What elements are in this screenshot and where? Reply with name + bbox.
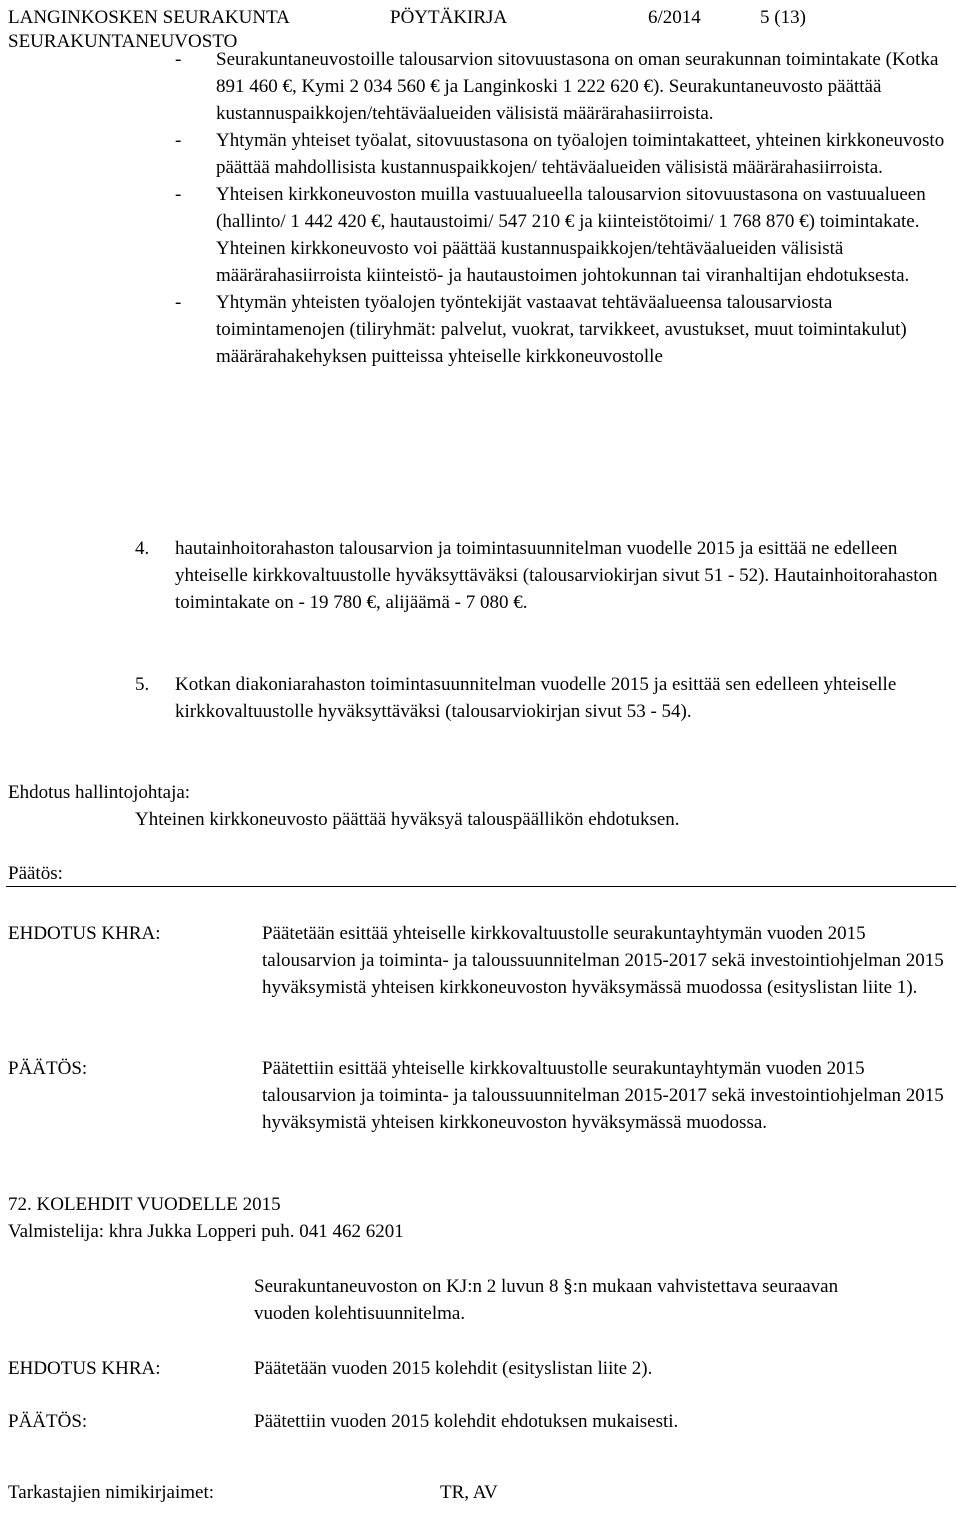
khra-proposal-label-2: EHDOTUS KHRA: — [8, 1358, 161, 1379]
meeting-number: 6/2014 — [648, 7, 701, 28]
khra-proposal-label: EHDOTUS KHRA: — [8, 923, 161, 944]
divider — [6, 886, 956, 887]
preparer-line: Valmistelija: khra Jukka Lopperi puh. 041 462 6201 — [8, 1221, 404, 1242]
proposal-label: Ehdotus hallintojohtaja: — [8, 782, 191, 803]
decision-text: Päätettiin esittää yhteiselle kirkkovaltuustolle seurakuntayhtymän vuoden 2015 talousarvion ja toiminta- ja taloussuunnitelman 2015-2017 sekä investointiohjelman 2015 hyväksymistä yhteisen kirkkoneuvoston hyväksymässä muodossa. — [262, 1058, 944, 1133]
bullet-text: Seurakuntaneuvostoille talousarvion sitovuustasona on oman seurakunnan toimintakate (Kotka 891 460 €, Kymi 2 034 560 € ja Langinkoski 1 222 620 €). Seurakuntaneuvosto päättää kustannuspaikkojen/tehtäväalueiden välisistä määrärahasiirroista. — [216, 49, 939, 124]
khra-proposal-text-2: Päätetään vuoden 2015 kolehdit (esityslistan liite 2). — [254, 1358, 653, 1379]
numbered-item-5 — [135, 671, 955, 725]
bullet-marker: - — [175, 130, 182, 151]
footer-label: Tarkastajien nimikirjaimet: — [8, 1482, 215, 1503]
list-item — [175, 46, 945, 127]
list-item — [175, 181, 945, 289]
item-number: 5. — [135, 674, 150, 695]
item-text: hautainhoitorahaston talousarvion ja toimintasuunnitelman vuodelle 2015 ja esittää ne edelleen yhteiselle kirkkovaltuustolle hyväksyttäväksi (talousarviokirjan sivut 51 - 52). Hautainhoitorahaston toimintakate on - 19 780 €, alijäämä - 7 080 €. — [175, 538, 938, 613]
proposal-text: Yhteinen kirkkoneuvosto päättää hyväksyä talouspäällikön ehdotuksen. — [135, 809, 680, 830]
list-item — [175, 127, 945, 181]
bullet-marker: - — [175, 49, 182, 70]
page-number: 5 (13) — [760, 7, 806, 28]
bullet-text: Yhteisen kirkkoneuvoston muilla vastuualueella talousarvion sitovuustasona on vastuualueen (hallinto/ 1 442 420 €, hautaustoimi/ 547 210 € ja kiinteistötoimi/ 1 768 870 €) toimintakate. Yhteinen kirkkoneuvosto voi päättää kustannuspaikkojen/tehtäväalueiden välisistä määrärahasiirroista kiinteistö- ja hautaustoimen johtokunnan tai viranhaltijan ehdotuksesta. — [216, 184, 926, 286]
decision-text-2: Päätettiin vuoden 2015 kolehdit ehdotuksen mukaisesti. — [254, 1411, 679, 1432]
section-title: 72. KOLEHDIT VUODELLE 2015 — [8, 1194, 281, 1215]
bullet-marker: - — [175, 184, 182, 205]
list-item — [175, 289, 945, 370]
decision-label: Päätös: — [8, 863, 63, 884]
item-number: 4. — [135, 538, 150, 559]
decision-label-3: PÄÄTÖS: — [8, 1411, 88, 1432]
item-text: Kotkan diakoniarahaston toimintasuunnitelman vuodelle 2015 ja esittää sen edelleen yhteiselle kirkkovaltuustolle hyväksyttäväksi (talousarviokirjan sivut 53 - 54). — [175, 674, 897, 722]
decision-label-2: PÄÄTÖS: — [8, 1058, 88, 1079]
doc-type: PÖYTÄKIRJA — [390, 7, 508, 28]
bullet-list — [175, 46, 945, 370]
bullet-marker: - — [175, 292, 182, 313]
numbered-item-4 — [135, 535, 955, 616]
section-intro: Seurakuntaneuvoston on KJ:n 2 luvun 8 §:n mukaan vahvistettava seuraavan vuoden kolehtisuunnitelma. — [254, 1276, 839, 1324]
bullet-text: Yhtymän yhteiset työalat, sitovuustasona on työalojen toimintakatteet, yhteinen kirkkoneuvosto päättää mahdollisista kustannuspaikkojen/ tehtäväalueiden välisistä määrärahasiirroista. — [216, 130, 945, 178]
footer-initials: TR, AV — [440, 1482, 498, 1503]
bullet-text: Yhtymän yhteisten työalojen työntekijät vastaavat tehtäväalueensa talousarviosta toimintamenojen (tiliryhmät: palvelut, vuokrat, tarvikkeet, avustukset, muut toimintakulut) määrärahakehyksen puitteissa yhteiselle kirkkoneuvostolle — [216, 292, 907, 367]
org-name: LANGINKOSKEN SEURAKUNTA — [8, 7, 290, 28]
org-body: SEURAKUNTANEUVOSTO — [8, 31, 238, 52]
khra-proposal-text: Päätetään esittää yhteiselle kirkkovaltuustolle seurakuntayhtymän vuoden 2015 talousarvion ja toiminta- ja taloussuunnitelman 2015-2017 sekä investointiohjelman 2015 hyväksymistä yhteisen kirkkoneuvoston hyväksymässä muodossa (esityslistan liite 1). — [262, 923, 944, 998]
